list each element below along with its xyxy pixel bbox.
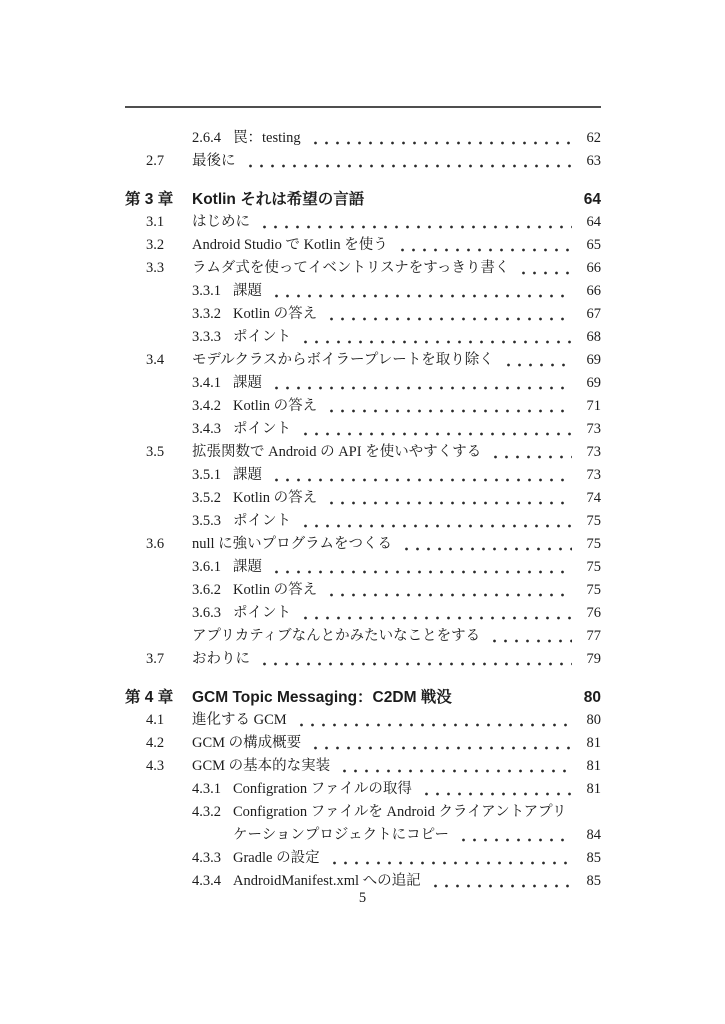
entry-page-number: 66	[586, 260, 601, 276]
entry-page-number: 75	[586, 513, 601, 529]
entry-page-number: 81	[586, 781, 601, 797]
chapter-page-number: 64	[583, 191, 601, 208]
entry-number: 4.3.4	[192, 873, 221, 889]
entry-page-number: 85	[586, 873, 601, 889]
entry-number: 3.3.1	[192, 283, 221, 299]
chapter-page-number: 80	[583, 689, 601, 706]
entry-title: Configration ファイルを Android クライアントアプリ	[233, 804, 567, 820]
entry-number: 4.3.3	[192, 850, 221, 866]
dot-leader	[326, 395, 572, 418]
entry-page-number: 63	[586, 153, 601, 169]
entry-title: おわりに	[192, 651, 250, 667]
entry-number: 2.6.4	[192, 130, 221, 146]
entry-title: Android Studio で Kotlin を使う	[192, 237, 388, 253]
entry-page-number: 75	[586, 582, 601, 598]
toc-entry	[125, 395, 601, 418]
toc-entry	[125, 211, 601, 234]
dot-leader	[300, 326, 572, 349]
dot-leader	[300, 510, 572, 533]
entry-page-number: 73	[586, 444, 601, 460]
entry-title: 拡張関数で Android の API を使いやすくする	[192, 444, 482, 460]
entry-number: 3.5.2	[192, 490, 221, 506]
entry-title: Gradle の設定	[233, 850, 320, 866]
dot-leader	[271, 372, 572, 395]
entry-page-number: 73	[586, 467, 601, 483]
toc-entry	[125, 579, 601, 602]
toc-entry	[125, 648, 601, 671]
dot-leader	[245, 150, 573, 173]
header-rule	[125, 106, 601, 108]
entry-title: 最後に	[192, 153, 236, 169]
entry-number: 3.6.2	[192, 582, 221, 598]
entry-title: 課題	[233, 559, 262, 575]
entry-page-number: 74	[586, 490, 601, 506]
entry-number: 3.3.2	[192, 306, 221, 322]
entry-page-number: 81	[586, 758, 601, 774]
toc-entry	[125, 188, 601, 211]
toc-entry	[125, 441, 601, 464]
toc-entry	[125, 418, 601, 441]
entry-title: Kotlin の答え	[233, 398, 318, 414]
entry-title: AndroidManifest.xml への追記	[233, 873, 421, 889]
entry-title: 課題	[233, 467, 262, 483]
entry-number: 3.7	[146, 651, 165, 667]
entry-title: 課題	[233, 283, 262, 299]
toc-entry	[125, 234, 601, 257]
dot-leader	[421, 778, 572, 801]
toc-entry	[125, 732, 601, 755]
entry-number: 4.3.1	[192, 781, 221, 797]
dot-leader	[310, 127, 572, 150]
toc-entry	[125, 464, 601, 487]
entry-title: Kotlin の答え	[233, 306, 318, 322]
entry-title: ポイント	[233, 329, 291, 345]
entry-title: null に強いプログラムをつくる	[192, 536, 393, 552]
entry-number: 3.6.1	[192, 559, 221, 575]
entry-page-number: 67	[586, 306, 601, 322]
entry-title: ポイント	[233, 605, 291, 621]
dot-leader	[271, 464, 572, 487]
entry-title: ラムダ式を使ってイベントリスナをすっきり書く	[192, 260, 510, 276]
entry-page-number: 68	[586, 329, 601, 345]
entry-number: 3.3	[146, 260, 165, 276]
toc-entry	[125, 801, 601, 824]
entry-number: 3.3.3	[192, 329, 221, 345]
entry-title-line2: ケーションプロジェクトにコピー	[233, 827, 450, 843]
dot-leader	[326, 487, 572, 510]
dot-leader	[271, 280, 572, 303]
dot-leader	[518, 257, 572, 280]
toc-entry	[125, 625, 601, 648]
entry-title: GCM Topic Messaging：C2DM 戦没	[192, 689, 452, 706]
entry-number: 4.2	[146, 735, 165, 751]
entry-number: 4.3.2	[192, 804, 221, 820]
entry-page-number: 84	[586, 827, 601, 843]
entry-title: GCM の基本的な実装	[192, 758, 331, 774]
entry-number: 3.4.3	[192, 421, 221, 437]
entry-page-number: 85	[586, 850, 601, 866]
dot-leader	[310, 732, 572, 755]
entry-title: 進化する GCM	[192, 712, 287, 728]
entry-page-number: 69	[586, 352, 601, 368]
entry-title: Configration ファイルの取得	[233, 781, 412, 797]
entry-number: 2.7	[146, 153, 165, 169]
toc-entry	[125, 686, 601, 709]
toc-entry	[125, 150, 601, 173]
toc-list	[125, 127, 601, 893]
entry-page-number: 65	[586, 237, 601, 253]
entry-page-number: 71	[586, 398, 601, 414]
toc-entry	[125, 533, 601, 556]
entry-title: はじめに	[192, 214, 250, 230]
entry-page-number: 81	[586, 735, 601, 751]
dot-leader	[489, 625, 572, 648]
entry-title: Kotlin それは希望の言語	[192, 191, 365, 208]
toc-entry	[125, 349, 601, 372]
toc-entry	[125, 602, 601, 625]
dot-leader	[326, 303, 572, 326]
entry-number: 3.5.1	[192, 467, 221, 483]
entry-title: GCM の構成概要	[192, 735, 302, 751]
entry-page-number: 75	[586, 536, 601, 552]
entry-title: 罠：testing	[233, 130, 301, 146]
entry-number: 3.6.3	[192, 605, 221, 621]
chapter-number: 第 4 章	[125, 689, 174, 706]
entry-number: 3.5	[146, 444, 165, 460]
toc-entry	[125, 257, 601, 280]
entry-page-number: 73	[586, 421, 601, 437]
entry-title: モデルクラスからボイラープレートを取り除く	[192, 352, 494, 368]
dot-leader	[329, 847, 572, 870]
toc-entry	[125, 510, 601, 533]
entry-number: 3.4.1	[192, 375, 221, 391]
entry-page-number: 76	[586, 605, 601, 621]
toc-entry	[125, 487, 601, 510]
entry-page-number: 75	[586, 559, 601, 575]
toc-entry	[125, 847, 601, 870]
entry-page-number: 77	[586, 628, 601, 644]
entry-title: Kotlin の答え	[233, 490, 318, 506]
entry-title: Kotlin の答え	[233, 582, 318, 598]
entry-number: 3.1	[146, 214, 165, 230]
entry-page-number: 80	[586, 712, 601, 728]
toc-entry	[125, 326, 601, 349]
entry-page-number: 69	[586, 375, 601, 391]
dot-leader	[401, 533, 572, 556]
dot-leader	[503, 349, 572, 372]
entry-number: 3.2	[146, 237, 165, 253]
entry-page-number: 79	[586, 651, 601, 667]
dot-leader	[397, 234, 572, 257]
toc-entry	[125, 303, 601, 326]
entry-page-number: 62	[586, 130, 601, 146]
toc-entry	[125, 755, 601, 778]
entry-page-number: 64	[586, 214, 601, 230]
entry-number: 3.5.3	[192, 513, 221, 529]
toc-entry	[125, 280, 601, 303]
entry-number: 3.4.2	[192, 398, 221, 414]
dot-leader	[458, 824, 572, 847]
toc-entry	[125, 127, 601, 150]
dot-leader	[259, 648, 572, 671]
toc-entry	[125, 778, 601, 801]
chapter-number: 第 3 章	[125, 191, 174, 208]
footer-page-number: 5	[358, 890, 367, 906]
dot-leader	[490, 441, 572, 464]
entry-title: ポイント	[233, 513, 291, 529]
entry-title: ポイント	[233, 421, 291, 437]
entry-page-number: 66	[586, 283, 601, 299]
entry-title: 課題	[233, 375, 262, 391]
toc-entry	[125, 372, 601, 395]
entry-number: 3.4	[146, 352, 165, 368]
entry-number: 4.3	[146, 758, 165, 774]
dot-leader	[259, 211, 572, 234]
dot-leader	[339, 755, 572, 778]
entry-title: アプリカティブなんとかみたいなことをする	[192, 628, 481, 644]
dot-leader	[326, 579, 572, 602]
dot-leader	[300, 602, 572, 625]
toc-entry	[125, 709, 601, 732]
dot-leader	[271, 556, 572, 579]
dot-leader	[300, 418, 572, 441]
toc-entry	[125, 556, 601, 579]
entry-number: 4.1	[146, 712, 165, 728]
toc-content	[125, 106, 601, 893]
dot-leader	[296, 709, 572, 732]
entry-number: 3.6	[146, 536, 165, 552]
toc-entry-continuation	[125, 824, 601, 847]
